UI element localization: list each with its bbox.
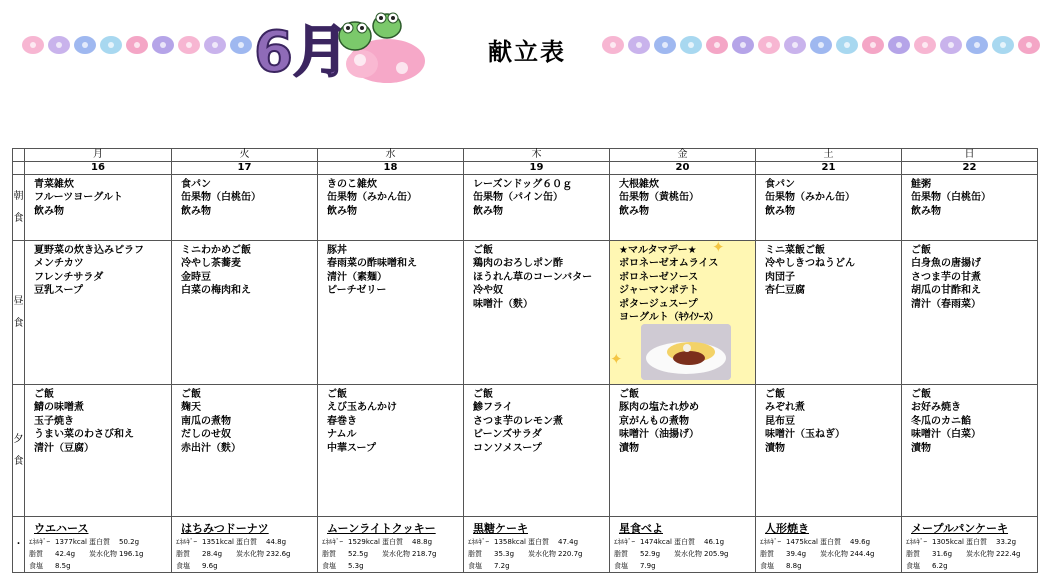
menu-item: ご飯 (34, 389, 54, 400)
menu-item: 飲み物 (181, 205, 211, 217)
menu-item: ご飯 (911, 389, 931, 400)
nutrition-line (318, 536, 463, 548)
breakfast-cell (902, 175, 1038, 241)
salt-label: 食塩 (176, 562, 190, 570)
carb-label: 炭水化物 (236, 550, 264, 558)
fat-label: 脂質 (760, 550, 774, 558)
carb-value: 244.4g (850, 550, 875, 558)
menu-item: ご飯 (765, 389, 785, 400)
snack-cell (464, 517, 610, 573)
menu-item: 鶏肉のおろしポン酢 (473, 258, 563, 270)
carb-value: 220.7g (558, 550, 583, 558)
hydrangea-icon (810, 36, 832, 54)
nutrition-line (464, 548, 609, 560)
menu-item: 清汁（豆腐） (34, 442, 94, 454)
menu-item: コンソメスープ (473, 442, 542, 454)
menu-item: ほうれん草のコーンバター (473, 271, 593, 283)
hydrangea-icon (48, 36, 70, 54)
snack-name: 人形焼き (765, 522, 809, 535)
breakfast-cell (172, 175, 318, 241)
energy-label: ｴﾈﾙｷﾞｰ (468, 538, 489, 546)
carb-value: 205.9g (704, 550, 729, 558)
menu-item: 杏仁豆腐 (765, 285, 805, 297)
snack-cell (25, 517, 172, 573)
fat-value: 39.4g (786, 550, 807, 558)
menu-item: 味噌汁（麩） (473, 298, 533, 310)
carb-label: 炭水化物 (820, 550, 848, 558)
menu-item: ミニ菜飯ご飯 (765, 245, 825, 256)
menu-list (25, 241, 171, 298)
breakfast-cell (25, 175, 172, 241)
hydrangea-icon (152, 36, 174, 54)
salt-label: 食塩 (29, 562, 43, 570)
menu-list (464, 175, 609, 218)
menu-list (610, 385, 755, 455)
hydrangea-icon (178, 36, 200, 54)
snack-name: メープルパンケーキ (911, 522, 1009, 535)
menu-item: 豚丼 (327, 245, 347, 256)
fat-value: 52.9g (640, 550, 661, 558)
breakfast-cell (318, 175, 464, 241)
nutrition-line (172, 548, 317, 560)
month-badge-text: 6月 (254, 20, 349, 85)
lunch-cell (464, 241, 610, 385)
energy-label: ｴﾈﾙｷﾞｰ (176, 538, 197, 546)
energy-value: 1475kcal (786, 538, 818, 546)
menu-item: 金時豆 (181, 271, 211, 283)
hydrangea-icon (126, 36, 148, 54)
menu-list (172, 241, 317, 298)
carb-value: 222.4g (996, 550, 1021, 558)
hydrangea-icon (940, 36, 962, 54)
breakfast-cell (610, 175, 756, 241)
hydrangea-icon (74, 36, 96, 54)
menu-list (318, 241, 463, 298)
menu-item: ボロネーゼオムライス (619, 258, 719, 270)
hydrangea-icon (732, 36, 754, 54)
protein-label: 蛋白質 (236, 538, 257, 546)
salt-label: 食塩 (760, 562, 774, 570)
menu-item: 食パン (765, 179, 795, 190)
menu-list (902, 175, 1037, 218)
hydrangea-icon (992, 36, 1014, 54)
nutrition-line (25, 536, 171, 548)
menu-item: 胡瓜の甘酢和え (911, 285, 981, 297)
dinner-row (13, 385, 1038, 517)
menu-item: ボロネーゼソース (619, 271, 699, 283)
date-header: 18 (318, 162, 464, 175)
page-title: 献立表 (488, 38, 566, 66)
menu-item: さつま芋のレモン煮 (473, 415, 563, 427)
salt-value: 5.3g (348, 562, 364, 570)
energy-value: 1351kcal (202, 538, 234, 546)
date-header: 20 (610, 162, 756, 175)
menu-item: きのこ雑炊 (327, 179, 377, 190)
hydrangea-icon (628, 36, 650, 54)
menu-item: 冬瓜のカニ餡 (911, 415, 971, 427)
snack-cell (318, 517, 464, 573)
carb-label: 炭水化物 (382, 550, 410, 558)
menu-item: ミニわかめご飯 (181, 245, 251, 256)
lunch-row (13, 241, 1038, 385)
menu-item: ご飯 (473, 389, 493, 400)
menu-list (318, 175, 463, 218)
salt-value: 8.8g (786, 562, 802, 570)
salt-value: 7.9g (640, 562, 656, 570)
nutrition-line (25, 560, 171, 572)
menu-item: ご飯 (327, 389, 347, 400)
menu-item: だしのせ奴 (181, 429, 231, 441)
protein-value: 47.4g (558, 538, 579, 546)
nutrition-line (172, 536, 317, 548)
nutrition-line (756, 536, 901, 548)
date-header: 17 (172, 162, 318, 175)
fat-value: 35.3g (494, 550, 515, 558)
menu-item: ビーンズサラダ (473, 429, 542, 441)
hydrangea-icon (784, 36, 806, 54)
menu-item: 麹天 (181, 402, 201, 414)
lunch-cell (902, 241, 1038, 385)
nutrition-line (464, 560, 609, 572)
menu-item: 飲み物 (765, 205, 795, 217)
menu-list (464, 385, 609, 455)
snack-cell (756, 517, 902, 573)
menu-list (756, 175, 901, 218)
corner-cell (13, 162, 25, 175)
carb-label: 炭水化物 (966, 550, 994, 558)
menu-item: 味噌汁（白菜） (911, 429, 981, 441)
hydrangea-icon (22, 36, 44, 54)
protein-label: 蛋白質 (820, 538, 841, 546)
hydrangea-icon (706, 36, 728, 54)
carb-value: 232.6g (266, 550, 291, 558)
nutrition-line (318, 548, 463, 560)
menu-item: 漬物 (765, 442, 785, 454)
menu-item: 冷や奴 (473, 285, 503, 297)
menu-item: 飲み物 (473, 205, 503, 217)
hydrangea-icon (836, 36, 858, 54)
menu-item: 缶果物（みかん缶） (327, 192, 417, 204)
energy-value: 1529kcal (348, 538, 380, 546)
protein-value: 48.8g (412, 538, 433, 546)
protein-label: 蛋白質 (528, 538, 549, 546)
menu-item: 昆布豆 (765, 415, 795, 427)
menu-list (25, 385, 171, 455)
nutrition-line (25, 548, 171, 560)
protein-label: 蛋白質 (966, 538, 987, 546)
menu-item: 清汁（春雨菜） (911, 298, 981, 310)
salt-label: 食塩 (468, 562, 482, 570)
snack-name: 星食べよ (619, 522, 663, 535)
menu-item: さつま芋の甘煮 (911, 271, 981, 283)
menu-item: 缶果物（白桃缶） (911, 192, 991, 204)
energy-value: 1377kcal (55, 538, 87, 546)
menu-list (902, 385, 1037, 455)
carb-label: 炭水化物 (89, 550, 117, 558)
fat-value: 28.4g (202, 550, 223, 558)
breakfast-row (13, 175, 1038, 241)
carb-label: 炭水化物 (674, 550, 702, 558)
menu-list (172, 385, 317, 455)
snack-row (13, 517, 1038, 573)
menu-item: みぞれ煮 (765, 402, 805, 414)
lunch-cell (25, 241, 172, 385)
menu-item: 缶果物（パイン缶） (473, 192, 563, 204)
snack-name: はちみつドーナツ (181, 522, 269, 535)
menu-item: 缶果物（白桃缶） (181, 192, 261, 204)
fat-label: 脂質 (176, 550, 190, 558)
menu-item: うまい菜のわさび和え (34, 429, 134, 441)
lunch-cell (318, 241, 464, 385)
nutrition-line (610, 536, 755, 548)
dinner-cell (464, 385, 610, 517)
corner-cell (13, 149, 25, 162)
menu-item: 缶果物（みかん缶） (765, 192, 855, 204)
menu-item: メンチカツ (34, 258, 84, 270)
carb-value: 218.7g (412, 550, 437, 558)
snack-name: ウエハース (34, 522, 89, 535)
menu-item: 鯵フライ (473, 402, 513, 414)
menu-item: 飲み物 (34, 205, 64, 217)
menu-item: 青菜雑炊 (34, 179, 74, 190)
menu-item: 豚肉の塩たれ炒め (619, 402, 699, 414)
menu-item: 玉子焼き (34, 415, 74, 427)
nutrition-line (756, 560, 901, 572)
menu-table (12, 148, 1038, 573)
protein-label: 蛋白質 (382, 538, 403, 546)
snack-name: 黒糖ケーキ (473, 522, 528, 535)
menu-item: 中華スープ (327, 442, 376, 454)
protein-value: 33.2g (996, 538, 1017, 546)
menu-item: ★マルタマデー★ (619, 245, 697, 256)
salt-label: 食塩 (614, 562, 628, 570)
meal-label-lunch: 昼食 (13, 241, 25, 385)
menu-item: ご飯 (473, 245, 493, 256)
protein-value: 44.8g (266, 538, 287, 546)
energy-value: 1305kcal (932, 538, 964, 546)
date-header: 21 (756, 162, 902, 175)
energy-value: 1474kcal (640, 538, 672, 546)
menu-item: フレンチサラダ (34, 271, 104, 283)
menu-item: 冷やし茶蕎麦 (181, 258, 241, 270)
nutrition-line (756, 548, 901, 560)
hydrangea-icon (230, 36, 252, 54)
menu-item: 南瓜の煮物 (181, 415, 231, 427)
menu-list (464, 241, 609, 311)
date-header: 16 (25, 162, 172, 175)
salt-value: 9.6g (202, 562, 218, 570)
dinner-cell (25, 385, 172, 517)
fat-label: 脂質 (614, 550, 628, 558)
sparkle-icon: ✦ (610, 350, 623, 368)
menu-item: 味噌汁（玉ねぎ） (765, 429, 845, 441)
dow-header: 火 (172, 149, 318, 162)
menu-item: 春巻き (327, 415, 357, 427)
dow-header: 水 (318, 149, 464, 162)
fat-value: 42.4g (55, 550, 76, 558)
hydrangea-garland-right (602, 36, 1040, 54)
menu-item: 飲み物 (327, 205, 357, 217)
menu-list (756, 241, 901, 298)
menu-item: ヨーグルト（ｷｳｲｿｰｽ） (619, 312, 719, 324)
menu-list (25, 175, 171, 218)
breakfast-cell (464, 175, 610, 241)
nutrition-line (902, 548, 1037, 560)
salt-label: 食塩 (322, 562, 336, 570)
menu-item: 清汁（素麺） (327, 271, 387, 283)
hydrangea-icon (100, 36, 122, 54)
dow-header: 月 (25, 149, 172, 162)
hydrangea-icon (204, 36, 226, 54)
snack-cell (172, 517, 318, 573)
salt-value: 6.2g (932, 562, 948, 570)
dinner-cell (756, 385, 902, 517)
hydrangea-icon (862, 36, 884, 54)
menu-list (610, 175, 755, 218)
menu-item: フルーツヨーグルト (34, 192, 123, 204)
fat-label: 脂質 (468, 550, 482, 558)
menu-list (902, 241, 1037, 311)
fat-label: 脂質 (322, 550, 336, 558)
menu-item: 飲み物 (619, 205, 649, 217)
snack-name: ムーンライトクッキー (327, 522, 436, 535)
protein-label: 蛋白質 (89, 538, 110, 546)
protein-value: 50.2g (119, 538, 140, 546)
dinner-cell (318, 385, 464, 517)
date-row (13, 162, 1038, 175)
nutrition-line (464, 536, 609, 548)
nutrition-line (610, 560, 755, 572)
hydrangea-icon (602, 36, 624, 54)
menu-item: 漬物 (619, 442, 639, 454)
lunch-cell (756, 241, 902, 385)
menu-item: えび玉あんかけ (327, 402, 397, 414)
nutrition-line (610, 548, 755, 560)
energy-label: ｴﾈﾙｷﾞｰ (322, 538, 343, 546)
menu-item: ナムル (327, 429, 357, 441)
hydrangea-icon (758, 36, 780, 54)
menu-item: 食パン (181, 179, 211, 190)
menu-item: 夏野菜の炊き込みピラフ (34, 245, 144, 256)
dinner-cell (902, 385, 1038, 517)
energy-label: ｴﾈﾙｷﾞｰ (614, 538, 635, 546)
menu-item: ご飯 (181, 389, 201, 400)
nutrition-line (902, 536, 1037, 548)
menu-item: 漬物 (911, 442, 931, 454)
breakfast-cell (756, 175, 902, 241)
menu-item: 鮭粥 (911, 179, 931, 190)
protein-value: 49.6g (850, 538, 871, 546)
carb-label: 炭水化物 (528, 550, 556, 558)
menu-list (610, 241, 755, 324)
hydrangea-icon (914, 36, 936, 54)
hydrangea-icon (680, 36, 702, 54)
energy-label: ｴﾈﾙｷﾞｰ (760, 538, 781, 546)
menu-item: 白菜の梅肉和え (181, 285, 251, 297)
menu-list (172, 175, 317, 218)
lunch-cell (172, 241, 318, 385)
snack-cell (610, 517, 756, 573)
menu-item: ジャーマンポテト (619, 285, 699, 297)
menu-item: 飲み物 (911, 205, 941, 217)
hydrangea-icon (888, 36, 910, 54)
protein-label: 蛋白質 (674, 538, 695, 546)
snack-cell (902, 517, 1038, 573)
menu-item: 肉団子 (765, 271, 795, 283)
date-header: 22 (902, 162, 1038, 175)
meal-label-breakfast: 朝食 (13, 175, 25, 241)
hydrangea-icon (654, 36, 676, 54)
menu-item: 赤出汁（麩） (181, 442, 241, 454)
salt-value: 7.2g (494, 562, 510, 570)
date-header: 19 (464, 162, 610, 175)
page-header (0, 0, 1041, 148)
energy-value: 1358kcal (494, 538, 526, 546)
month-badge (252, 6, 432, 86)
fat-label: 脂質 (29, 550, 43, 558)
fat-value: 31.6g (932, 550, 953, 558)
carb-value: 196.1g (119, 550, 144, 558)
menu-item: 大根雑炊 (619, 179, 659, 190)
protein-value: 46.1g (704, 538, 725, 546)
dow-header: 日 (902, 149, 1038, 162)
menu-item: レーズンドッグ６０ｇ (473, 179, 573, 190)
dow-row (13, 149, 1038, 162)
menu-item: 京がんもの煮物 (619, 415, 689, 427)
dow-header: 土 (756, 149, 902, 162)
energy-label: ｴﾈﾙｷﾞｰ (29, 538, 50, 546)
nutrition-line (902, 560, 1037, 572)
menu-item: 冷やしきつねうどん (765, 258, 855, 270)
fat-value: 52.5g (348, 550, 369, 558)
dinner-cell (172, 385, 318, 517)
menu-item: ご飯 (619, 389, 639, 400)
menu-item: ご飯 (911, 245, 931, 256)
energy-label: ｴﾈﾙｷﾞｰ (906, 538, 927, 546)
dow-header: 金 (610, 149, 756, 162)
menu-item: お好み焼き (911, 402, 961, 414)
fat-label: 脂質 (906, 550, 920, 558)
hydrangea-garland-left (22, 36, 252, 54)
dinner-cell (610, 385, 756, 517)
menu-item: ポタージュスープ (619, 298, 698, 310)
meal-label-dinner: 夕食 (13, 385, 25, 517)
salt-value: 8.5g (55, 562, 71, 570)
sparkle-icon: ✦ (712, 238, 725, 256)
omurice-photo (641, 324, 731, 380)
menu-list (318, 385, 463, 455)
salt-label: 食塩 (906, 562, 920, 570)
menu-item: 鯖の味噌煮 (34, 402, 84, 414)
menu-item: 味噌汁（油揚げ） (619, 429, 699, 441)
menu-item: 豆乳スープ (34, 285, 83, 297)
menu-item: 春雨菜の酢味噌和え (327, 258, 417, 270)
menu-item: ピーチゼリー (327, 285, 387, 297)
hydrangea-icon (966, 36, 988, 54)
menu-item: 白身魚の唐揚げ (911, 258, 981, 270)
hydrangea-icon (1018, 36, 1040, 54)
menu-list (756, 385, 901, 455)
menu-item: 缶果物（黄桃缶） (619, 192, 699, 204)
nutrition-line (318, 560, 463, 572)
snack-marker: ・ (13, 517, 25, 573)
nutrition-line (172, 560, 317, 572)
dow-header: 木 (464, 149, 610, 162)
